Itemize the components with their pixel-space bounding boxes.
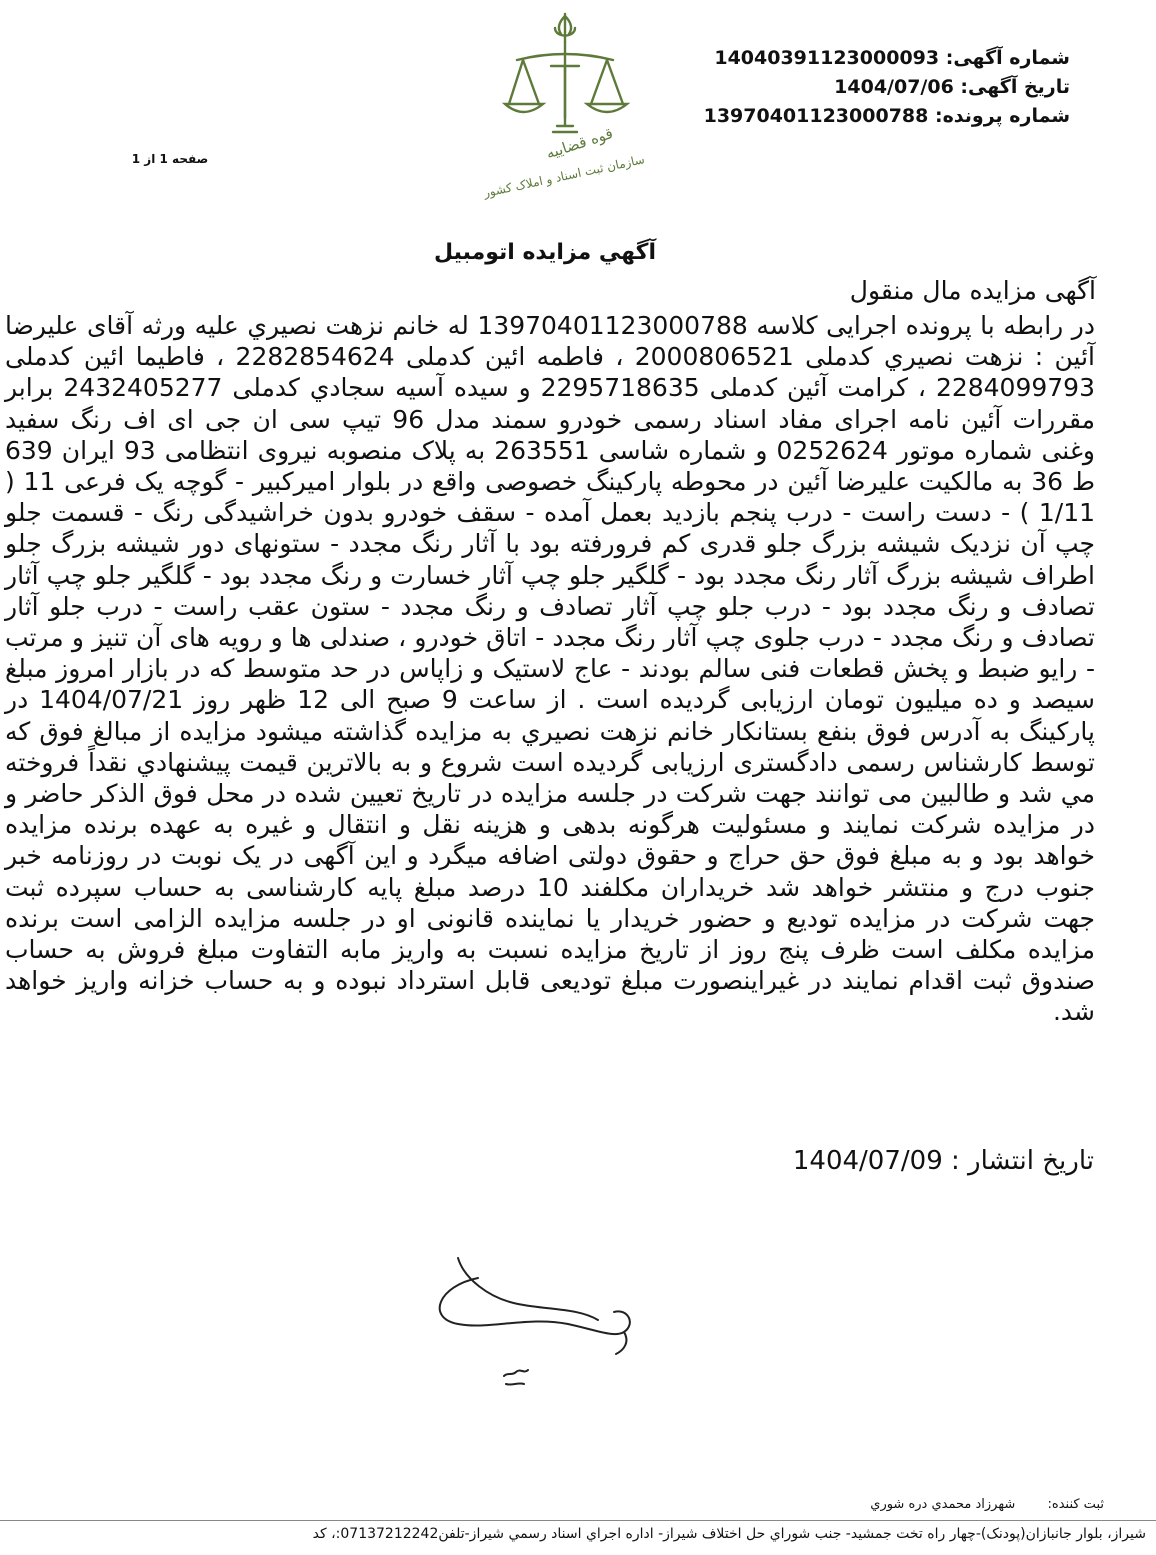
notice-header xyxy=(704,44,1070,131)
case-number: 13970401123000788 xyxy=(703,105,929,127)
notice-number: 14040391123000093 xyxy=(714,47,940,69)
case-number-row xyxy=(704,102,1070,131)
case-number-label: شماره پرونده: xyxy=(934,105,1070,127)
notice-date-label: تاریخ آگهی: xyxy=(960,76,1070,98)
notice-date: 1404/07/06 xyxy=(834,76,954,98)
emblem-bottom-text: سازمان ثبت اسناد و املاک کشور xyxy=(482,152,646,200)
auction-notice-body: در رابطه با پرونده اجرایی کلاسه 13970401123000788 له خانم نزهت نصيري علیه ورثه آقای علیرضا آئین : نزهت نصيري كدملی 2000806521 ، فاطمه ائین کدملی 2282854624 ، فاطیما ائین کدملی 2284099793 ، کرامت آئین کدملی 2295718635 و سیده آسیه سجادي کدملی 2432405277 برابر مقررات آئین نامه اجرای مفاد اسناد رسمی خودرو سمند مدل 96 تیپ سی ان جی ای اف رنگ سفید وغنی شماره موتور 0252624 و شماره شاسی 263551 به پلاک منصوبه نیروی انتظامی 93 ایران 639 ط 36 به مالکیت علیرضا آئین در محوطه پارکینگ خصوصی واقع در بلوار امیرکبیر - گوچه یک فرعی 11 ( 1/11 ) - دست راست - درب پنجم بازدید بعمل آمده - سقف خودرو بدون خراشیدگی رنگ - قسمت جلو چپ آن نزدیک شیشه بزرگ جلو قدری کم فرورفته بود با آثار رنگ مجدد - ستونهای دور شیشه بزرگ جلو اطراف شیشه بزرگ آثار رنگ مجدد بود - گلگیر جلو چپ آثار خسارت و رنگ مجدد بود - گلگیر جلو چپ آثار تصادف و رنگ مجدد بود - درب جلو چپ آثار تصادف و رنگ مجدد - ستون عقب راست - درب جلو آثار تصادف و رنگ مجدد - درب جلوی چپ آثار رنگ مجدد - اتاق خودرو ، صندلی ها و رویه های آن تنیز و مرتب - رایو ضبط و پخش قطعات فنی سالم بودند - عاج لاستیک و زاپاس در حد متوسط که در بازار امروز مبلغ سیصد و ده میلیون تومان ارزیابی گردیده است . از ساعت 9 صبح الی 12 ظهر روز 1404/07/21 در پارکینگ به آدرس فوق بنفع بستانکار خانم نزهت نصيري به مزایده گذاشته میشود مزایده از مبالغ فوق که توسط کارشناس رسمی دادگستری ارزیابی گردیده است شروع و به بالاترین قیمت پیشنهادي نقداً فروخته مي شد و طالبین می توانند جهت شرکت در جلسه مزایده در تاریخ تعیین شده در محل فوق الذکر حاضر و در مزایده شرکت نمایند و مسئولیت هرگونه بدهی و هزینه نقل و انتقال و غیره به عهده برنده مزایده خواهد بود و به مبلغ فوق حق حراج و حقوق دولتی اضافه میگرد و این آگهی در یک نوبت در روزنامه خبر جنوب درج و منتشر خواهد شد خریداران مکلفند 10 درصد مبلغ پایه کارشناسی به حساب سپرده ثبت جهت شرکت در مزایده تودیع و حضور خریدار یا نماینده قانونی او در جلسه مزایده الزامی است برنده مزایده مکلف است ظرف پنج روز از تاریخ مزایده نسبت به واریز مابه التفاوت مبلغ فروش به حساب صندوق ثبت اقدام نمایند در غیراینصورت مبلغ تودیعی قابل استرداد نبوده و به حساب خزانه واریز خواهد شد. xyxy=(5,311,1096,1027)
emblem-top-text: قوه قضاییه xyxy=(543,124,616,163)
notice-number-label: شماره آگهی: xyxy=(945,47,1070,69)
page-indicator: صفحه 1 از 1 xyxy=(131,152,209,166)
publish-date-row xyxy=(793,1146,1094,1176)
publish-date: 1404/07/09 xyxy=(792,1146,943,1176)
registrar-row xyxy=(870,1497,1104,1512)
judiciary-emblem-icon xyxy=(482,8,646,200)
document-title: آگهي مزايده اتومبيل xyxy=(433,240,657,265)
notice-number-row xyxy=(704,44,1070,73)
document-subtitle: آگهی مزایده مال منقول xyxy=(849,276,1096,305)
registrar-name: شهرزاد محمدي دره شوري xyxy=(870,1497,1016,1512)
footer-divider xyxy=(0,1520,1156,1521)
publish-date-label: تاریخ انتشار : xyxy=(951,1146,1094,1176)
registrar-label: ثبت کننده: xyxy=(1047,1497,1104,1512)
footer-address: شیراز، بلوار جانبازان(پودنک)-چهار راه تخت جمشید- جنب شوراي حل اختلاف شیراز- اداره اجراي اسناد رسمي شیراز-تلفن07137212242:، کد xyxy=(312,1526,1146,1542)
signature-icon xyxy=(418,1238,658,1398)
notice-date-row xyxy=(704,73,1070,102)
